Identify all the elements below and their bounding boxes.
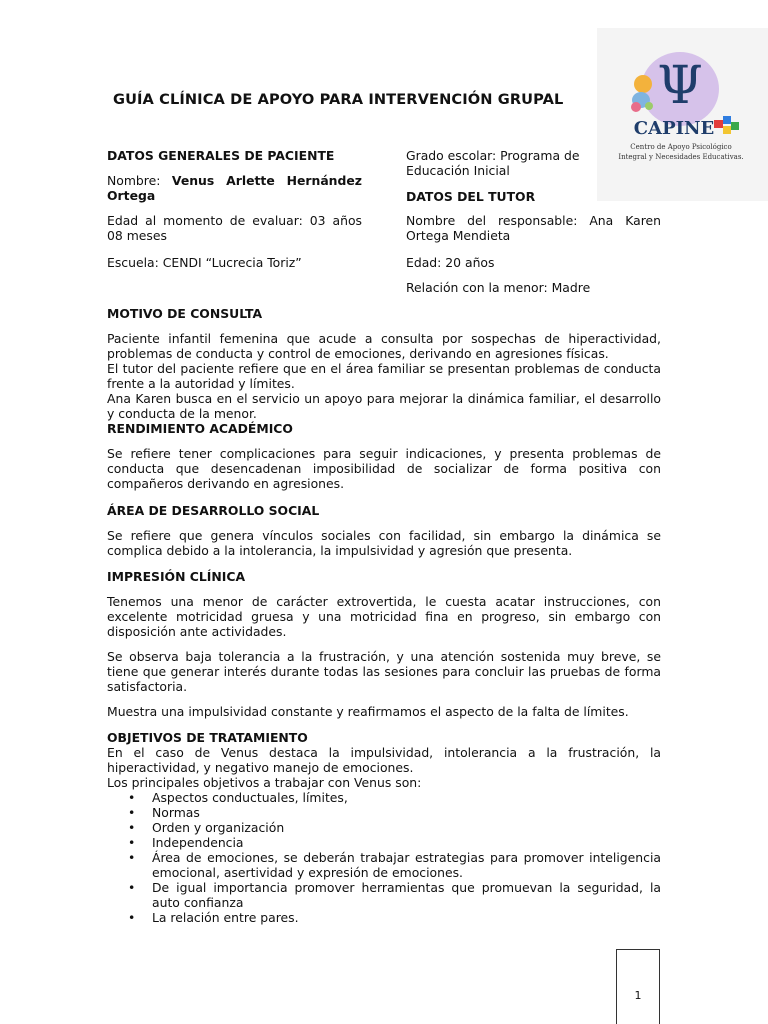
social-heading: ÁREA DE DESARROLLO SOCIAL — [107, 503, 320, 518]
psi-symbol-icon: Ψ — [657, 56, 703, 116]
objetivos-paragraph-2: Los principales objetivos a trabajar con Venus son: — [107, 775, 422, 790]
patient-name-label: Nombre: — [107, 173, 161, 188]
page-number: 1 — [634, 989, 642, 1002]
impresion-heading: IMPRESIÓN CLÍNICA — [107, 569, 246, 584]
impresion-paragraph-2: Se observa baja tolerancia a la frustración, y una atención sostenida muy breve, se tiene que generar interés durante todas las sesiones para concluir las pruebas de forma satisfactoria. — [107, 649, 661, 694]
objetivos-heading: OBJETIVOS DE TRATAMIENTO — [107, 730, 308, 745]
list-item: • Área de emociones, se deberán trabajar estrategias para promover inteligencia emocional, asertividad y expresión de emociones. — [152, 850, 661, 880]
page-number-box — [616, 949, 660, 1024]
patient-school: Escuela: CENDI “Lucrecia Toriz” — [107, 255, 302, 270]
logo-tagline-2: Integral y Necesidades Educativas. — [618, 153, 744, 161]
motivo-paragraph-2: El tutor del paciente refiere que en el área familiar se presentan problemas de conducta frente a la autoridad y límites. — [107, 361, 661, 391]
tutor-age: Edad: 20 años — [406, 255, 495, 270]
patient-name-value: Venus Arlette Hernández Ortega — [107, 173, 362, 203]
list-item: • Aspectos conductuales, límites, — [152, 790, 661, 805]
rendimiento-heading: RENDIMIENTO ACADÉMICO — [107, 421, 293, 436]
social-paragraph: Se refiere que genera vínculos sociales con facilidad, sin embargo la dinámica se complica debido a la intolerancia, la impulsividad y agresión que presenta. — [107, 528, 661, 558]
objetivos-list — [107, 790, 661, 925]
motivo-heading: MOTIVO DE CONSULTA — [107, 306, 263, 321]
patient-name — [107, 173, 362, 203]
rendimiento-paragraph: Se refiere tener complicaciones para seguir indicaciones, y presenta problemas de conducta que desencadenan imposibilidad de socializar de forma positiva con compañeros derivando en agresiones. — [107, 446, 661, 491]
list-item: • Independencia — [152, 835, 661, 850]
impresion-paragraph-3: Muestra una impulsividad constante y reafirmamos el aspecto de la falta de límites. — [107, 704, 629, 719]
motivo-paragraph-3: Ana Karen busca en el servicio un apoyo para mejorar la dinámica familiar, el desarrollo y conducta de la menor. — [107, 391, 661, 421]
list-item: • Orden y organización — [152, 820, 661, 835]
logo-tagline-1: Centro de Apoyo Psicológico — [630, 143, 732, 151]
list-item: • Normas — [152, 805, 661, 820]
patient-age: Edad al momento de evaluar: 03 años 08 meses — [107, 213, 362, 243]
impresion-paragraph-1: Tenemos una menor de carácter extrovertida, le cuesta acatar instrucciones, con excelente motricidad gruesa y una motricidad fina en progreso, sin embargo con disposición ante actividades. — [107, 594, 661, 639]
datos-generales-heading: DATOS GENERALES DE PACIENTE — [107, 148, 335, 163]
school-grade: Grado escolar: Programa de Educación Inicial — [406, 148, 580, 178]
document-title: GUÍA CLÍNICA DE APOYO PARA INTERVENCIÓN GRUPAL — [113, 91, 564, 108]
objetivos-paragraph-1: En el caso de Venus destaca la impulsividad, intolerancia a la frustración, la hiperactividad, y negativo manejo de emociones. — [107, 745, 661, 775]
tutor-name: Nombre del responsable: Ana Karen Ortega Mendieta — [406, 213, 661, 243]
list-item: • La relación entre pares. — [152, 910, 661, 925]
brain-icon — [627, 74, 659, 114]
tutor-relation: Relación con la menor: Madre — [406, 280, 591, 295]
datos-tutor-heading: DATOS DEL TUTOR — [406, 189, 536, 204]
logo-brand: CAPINE — [633, 118, 715, 139]
list-item: • De igual importancia promover herramientas que promuevan la seguridad, la auto confianza — [152, 880, 661, 910]
motivo-paragraph-1: Paciente infantil femenina que acude a consulta por sospechas de hiperactividad, problemas de conducta y control de emociones, derivando en agresiones físicas. — [107, 331, 661, 361]
